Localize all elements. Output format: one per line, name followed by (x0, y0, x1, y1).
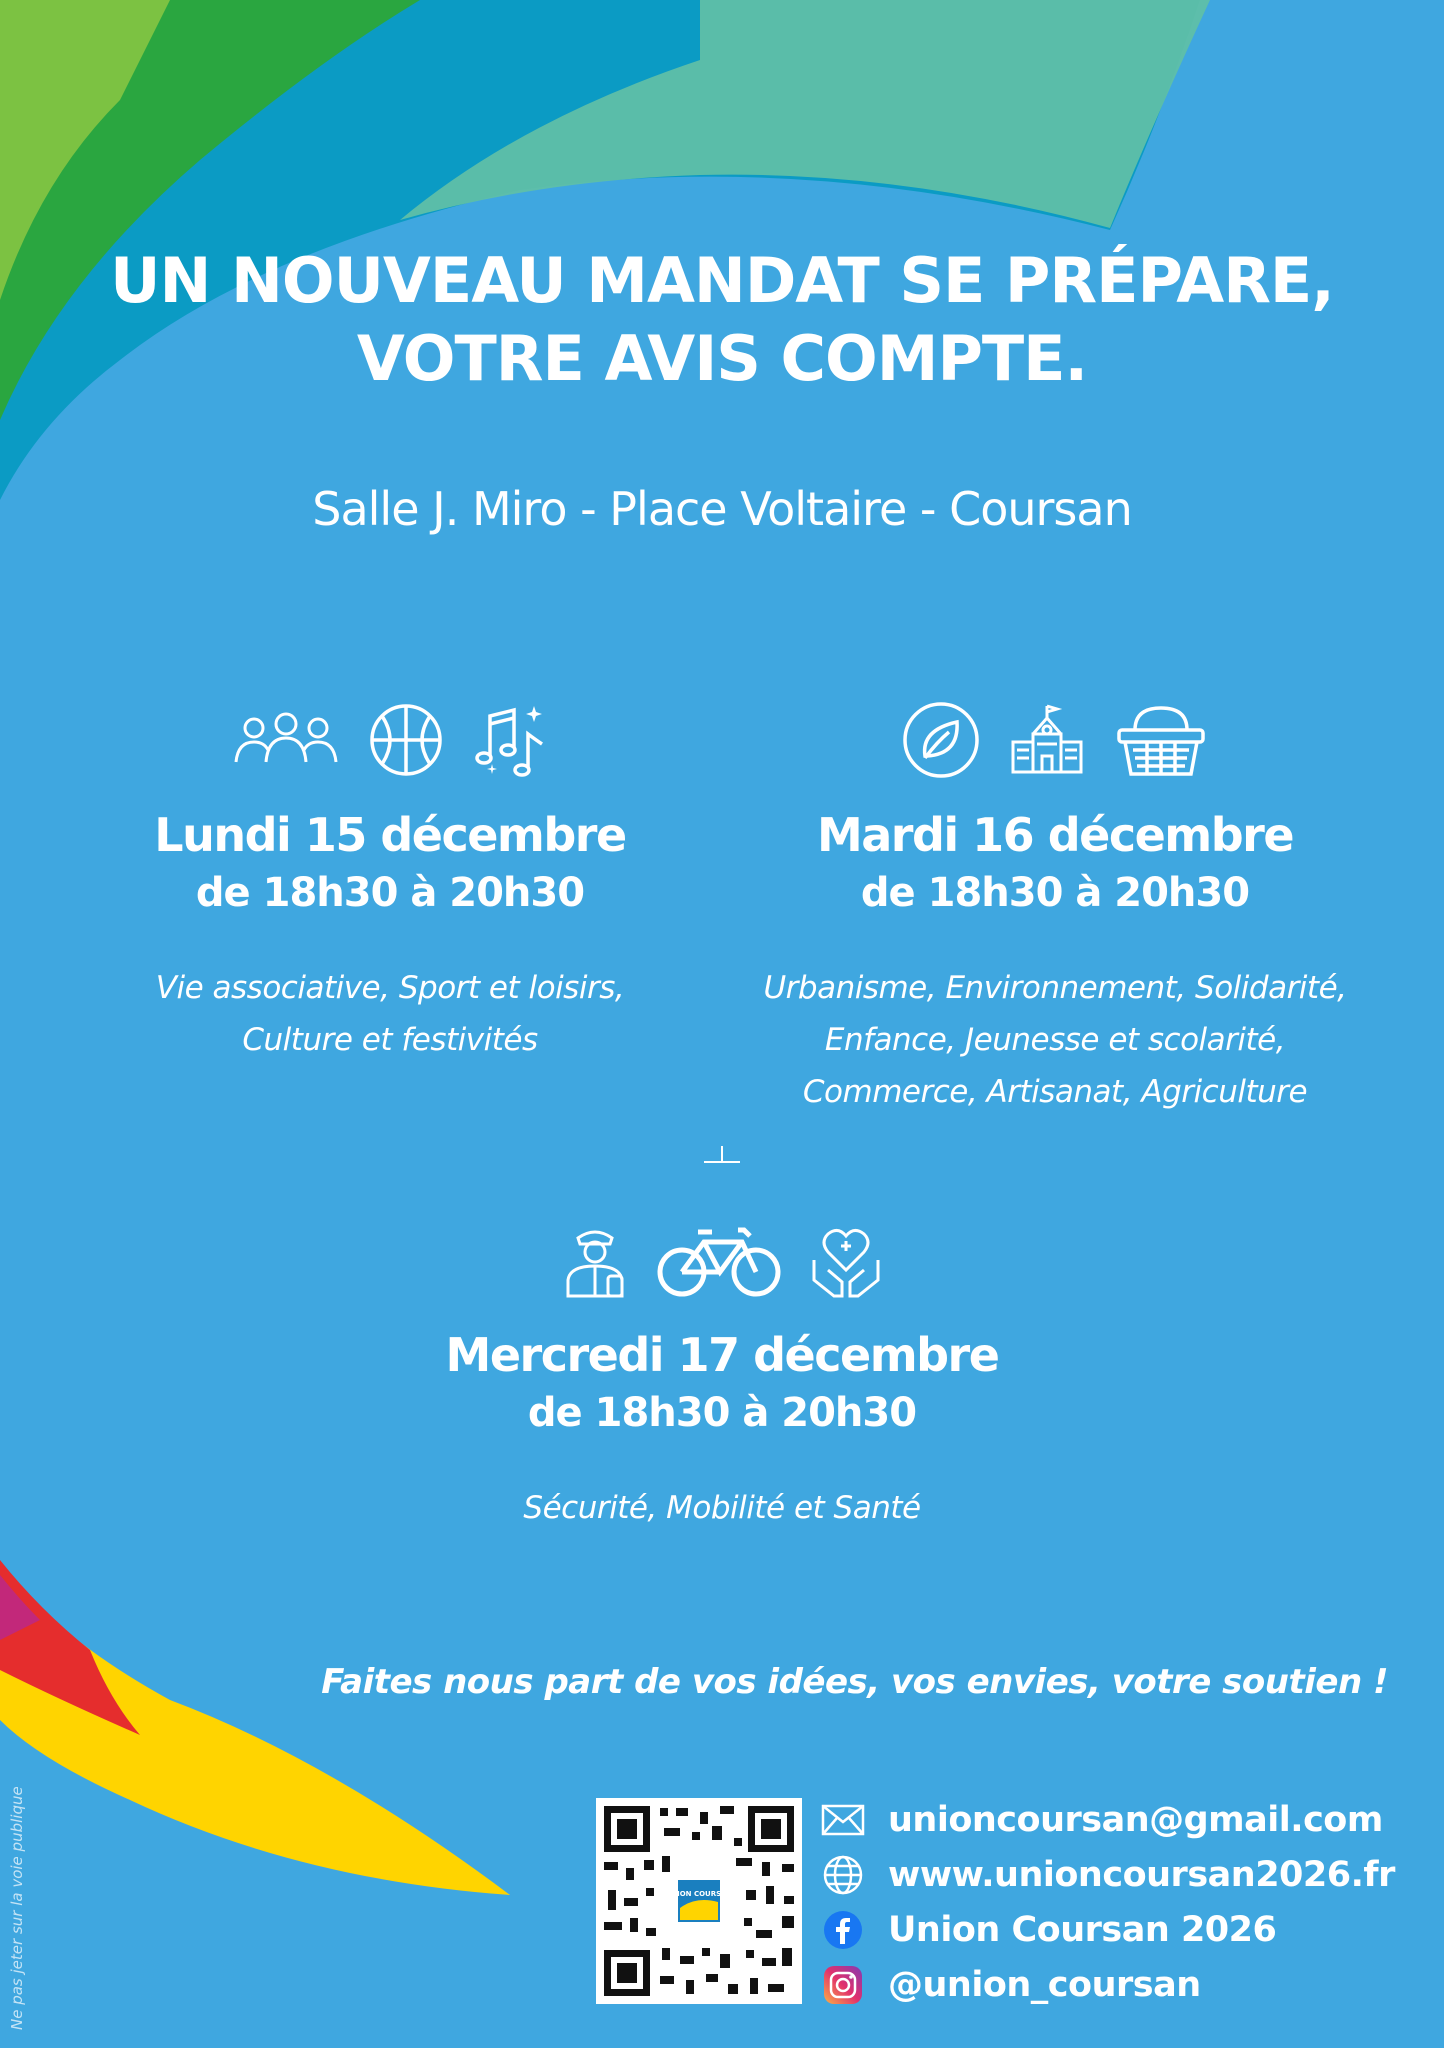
session-hours: de 18h30 à 20h30 (527, 1390, 917, 1436)
instagram-link[interactable]: @union_coursan (888, 1964, 1201, 2005)
basket-icon (1113, 700, 1209, 780)
session-topics (130, 962, 650, 1066)
contact-instagram[interactable] (820, 1957, 1395, 2012)
session-icons (130, 700, 650, 780)
health-hands-icon (810, 1220, 882, 1300)
session-tuesday (740, 700, 1370, 1118)
contact-list (820, 1792, 1395, 2012)
police-officer-icon (562, 1220, 628, 1300)
bicycle-icon (654, 1220, 784, 1300)
basketball-icon (368, 702, 444, 778)
leaf-icon (901, 700, 981, 780)
music-notes-icon (470, 700, 550, 780)
session-hours: de 18h30 à 20h30 (195, 870, 585, 916)
tagline: Faites nous part de vos idées, vos envies, votre soutien ! (321, 1662, 1388, 1702)
contact-facebook[interactable] (820, 1902, 1395, 1957)
session-icons (380, 1220, 1064, 1300)
instagram-icon (820, 1962, 866, 2008)
footer-note: Ne pas jeter sur la voie publique (8, 1786, 26, 2030)
email-link[interactable]: unioncoursan@gmail.com (888, 1799, 1383, 1840)
session-topics (740, 962, 1370, 1118)
session-topics (380, 1482, 1064, 1534)
qr-code[interactable] (596, 1798, 802, 2004)
session-icons (740, 700, 1370, 780)
session-day: Mardi 16 décembre (816, 808, 1294, 862)
title-line-1: UN NOUVEAU MANDAT SE PRÉPARE, (110, 244, 1334, 317)
topic-line: Sécurité, Mobilité et Santé (523, 1490, 921, 1526)
topic-line: Vie associative, Sport et loisirs, (155, 970, 625, 1006)
contact-email[interactable] (820, 1792, 1395, 1847)
session-day: Mercredi 17 décembre (445, 1328, 999, 1382)
page-title (0, 242, 1444, 398)
session-hours: de 18h30 à 20h30 (860, 870, 1250, 916)
session-wednesday (380, 1220, 1064, 1534)
session-day: Lundi 15 décembre (154, 808, 626, 862)
facebook-link[interactable]: Union Coursan 2026 (888, 1909, 1277, 1950)
qr-logo-text: UNION COURSAN (665, 1890, 733, 1898)
contact-website[interactable] (820, 1847, 1395, 1902)
topic-line: Enfance, Jeunesse et scolarité, (824, 1022, 1286, 1058)
topic-line: Urbanisme, Environnement, Solidarité, (763, 970, 1347, 1006)
globe-icon (820, 1852, 866, 1898)
school-icon (1007, 700, 1087, 780)
people-icon (230, 710, 342, 770)
topic-line: Culture et festivités (242, 1022, 538, 1058)
title-line-2: VOTRE AVIS COMPTE. (356, 322, 1088, 395)
session-monday (130, 700, 650, 1066)
venue: Salle J. Miro - Place Voltaire - Coursan (312, 482, 1132, 536)
facebook-icon (820, 1907, 866, 1953)
topic-line: Commerce, Artisanat, Agriculture (802, 1074, 1308, 1110)
website-link[interactable]: www.unioncoursan2026.fr (888, 1854, 1395, 1895)
separator-mark (702, 1146, 742, 1164)
envelope-icon (820, 1797, 866, 1843)
